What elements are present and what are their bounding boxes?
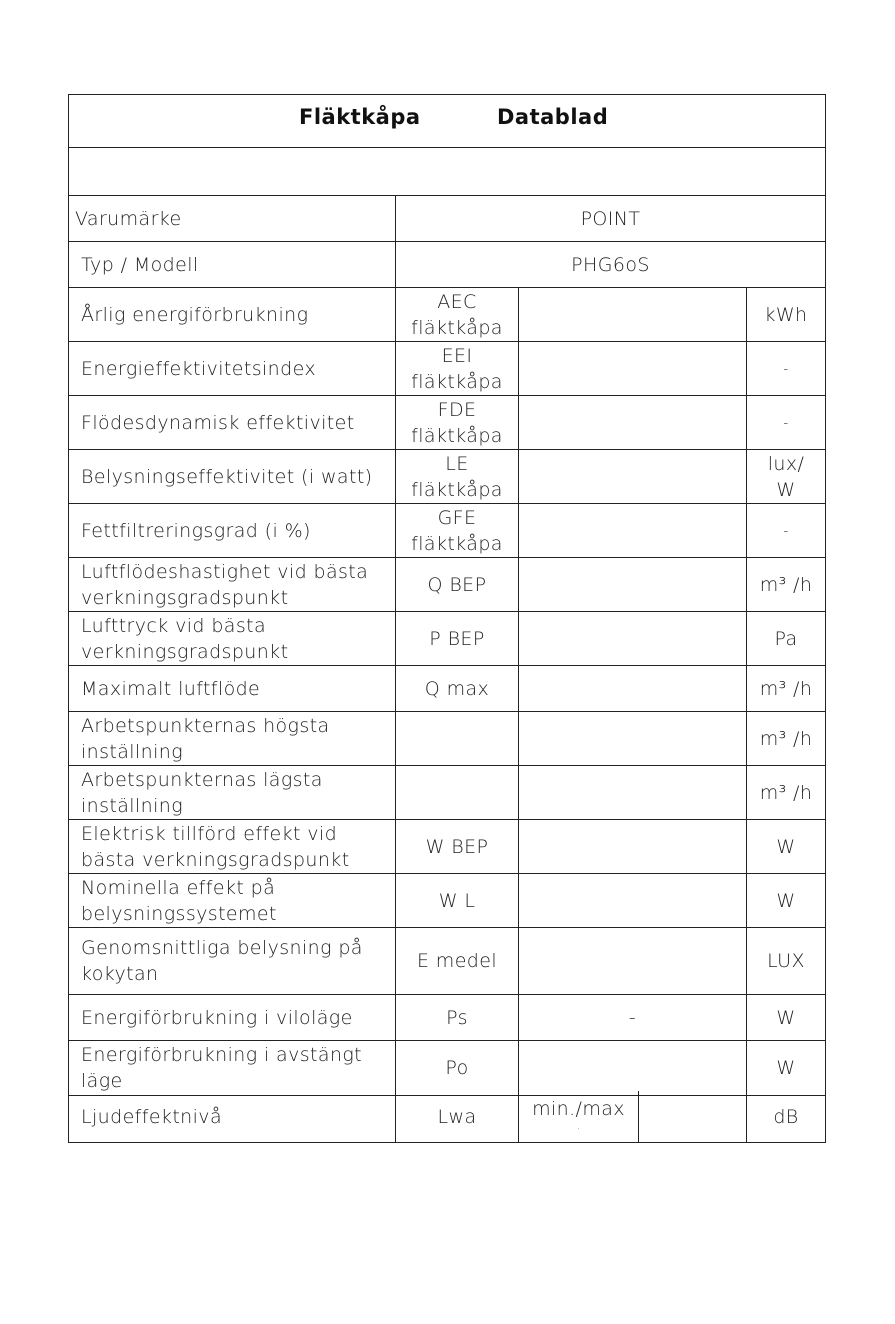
subtitle-row (69, 148, 825, 196)
sound-unit: dB (746, 1091, 825, 1142)
row-symbol: E medel (395, 928, 518, 994)
row-unit: Pa (746, 612, 825, 665)
title-product: Fläktkåpa (299, 105, 421, 129)
row-value: - (518, 995, 746, 1040)
row-unit: W (746, 1041, 825, 1095)
row-value (518, 766, 746, 819)
row-label: Fettfiltreringsgrad (i %) (81, 519, 311, 542)
sound-minmax-label: min./max (532, 1097, 625, 1120)
row-label: Flödesdynamisk effektivitet (81, 411, 355, 434)
row-symbol: EEI fläktkåpa (395, 342, 518, 395)
row-unit: W (746, 820, 825, 873)
row-value (518, 558, 746, 611)
model-row (69, 242, 825, 288)
table-row (69, 666, 825, 712)
row-value (518, 820, 746, 873)
row-label: Genomsnittliga belysning på kokytan (81, 937, 363, 985)
row-value (518, 342, 746, 395)
table-row (69, 558, 825, 612)
row-label: Energiförbrukning i viloläge (81, 1006, 353, 1029)
title-datasheet: Datablad (497, 105, 609, 129)
row-symbol: W BEP (395, 820, 518, 873)
row-unit: - (746, 342, 825, 395)
row-symbol (395, 712, 518, 765)
table-row (69, 766, 825, 820)
row-label: Maximalt luftflöde (81, 677, 261, 700)
table-row (69, 874, 825, 928)
row-label: Årlig energiförbrukning (81, 303, 309, 326)
row-unit: lux/ W (746, 450, 825, 503)
row-unit: - (746, 504, 825, 557)
table-row (69, 342, 825, 396)
row-unit: kWh (746, 288, 825, 341)
row-symbol: AEC fläktkåpa (395, 288, 518, 341)
row-symbol: Ps (395, 995, 518, 1040)
row-value (518, 712, 746, 765)
row-value (518, 450, 746, 503)
title-row (69, 95, 825, 148)
row-unit: LUX (746, 928, 825, 994)
row-value (518, 612, 746, 665)
table-row (69, 712, 825, 766)
brand-value: POINT (395, 196, 825, 241)
sound-minmax-cell (518, 1091, 638, 1142)
row-value (518, 874, 746, 927)
row-unit: m³ /h (746, 712, 825, 765)
table-row (69, 1041, 825, 1096)
row-symbol: LE fläktkåpa (395, 450, 518, 503)
row-label: Nominella effekt på belysningssystemet (81, 876, 277, 925)
row-unit: m³ /h (746, 666, 825, 711)
row-value (518, 1041, 746, 1095)
row-label: Energiförbrukning i avstängt läge (81, 1044, 363, 1092)
row-label: Energieffektivitetsindex (81, 357, 316, 380)
row-label: Lufttryck vid bästa verkningsgradspunkt (81, 614, 289, 663)
brand-row (69, 196, 825, 242)
row-label: Belysningseffektivitet (i watt) (81, 465, 373, 488)
row-unit: W (746, 874, 825, 927)
row-symbol: P BEP (395, 612, 518, 665)
sound-minmax-value: . (576, 1120, 581, 1132)
row-unit: m³ /h (746, 558, 825, 611)
table-row (69, 504, 825, 558)
table-row (69, 612, 825, 666)
row-symbol: W L (395, 874, 518, 927)
sound-value (638, 1091, 746, 1142)
row-symbol (395, 766, 518, 819)
row-label: Arbetspunkternas lägsta inställning (81, 768, 323, 817)
row-value (518, 288, 746, 341)
row-value (518, 396, 746, 449)
row-unit: - (746, 396, 825, 449)
table-row (69, 288, 825, 342)
sound-row (69, 1091, 825, 1142)
datasheet-table (68, 94, 826, 1143)
table-row (69, 995, 825, 1041)
row-symbol: FDE fläktkåpa (395, 396, 518, 449)
row-unit: m³ /h (746, 766, 825, 819)
row-symbol: Q max (395, 666, 518, 711)
row-unit: W (746, 995, 825, 1040)
table-row (69, 820, 825, 874)
row-symbol: GFE fläktkåpa (395, 504, 518, 557)
row-value (518, 504, 746, 557)
model-label: Typ / Modell (81, 253, 199, 276)
table-row (69, 928, 825, 995)
table-row (69, 396, 825, 450)
sound-label: Ljudeffektnivå (81, 1105, 222, 1128)
table-row (69, 450, 825, 504)
row-symbol: Q BEP (395, 558, 518, 611)
row-label: Arbetspunkternas högsta inställning (81, 714, 330, 763)
row-value (518, 928, 746, 994)
row-symbol: Po (395, 1041, 518, 1095)
brand-label: Varumärke (75, 207, 182, 230)
row-label: Elektrisk tillförd effekt vid bästa verkningsgradspunkt (81, 822, 350, 871)
row-value (518, 666, 746, 711)
row-label: Luftflödeshastighet vid bästa verkningsgradspunkt (81, 560, 369, 609)
sound-symbol: Lwa (395, 1091, 518, 1142)
model-value: PHG6oS (395, 242, 825, 287)
